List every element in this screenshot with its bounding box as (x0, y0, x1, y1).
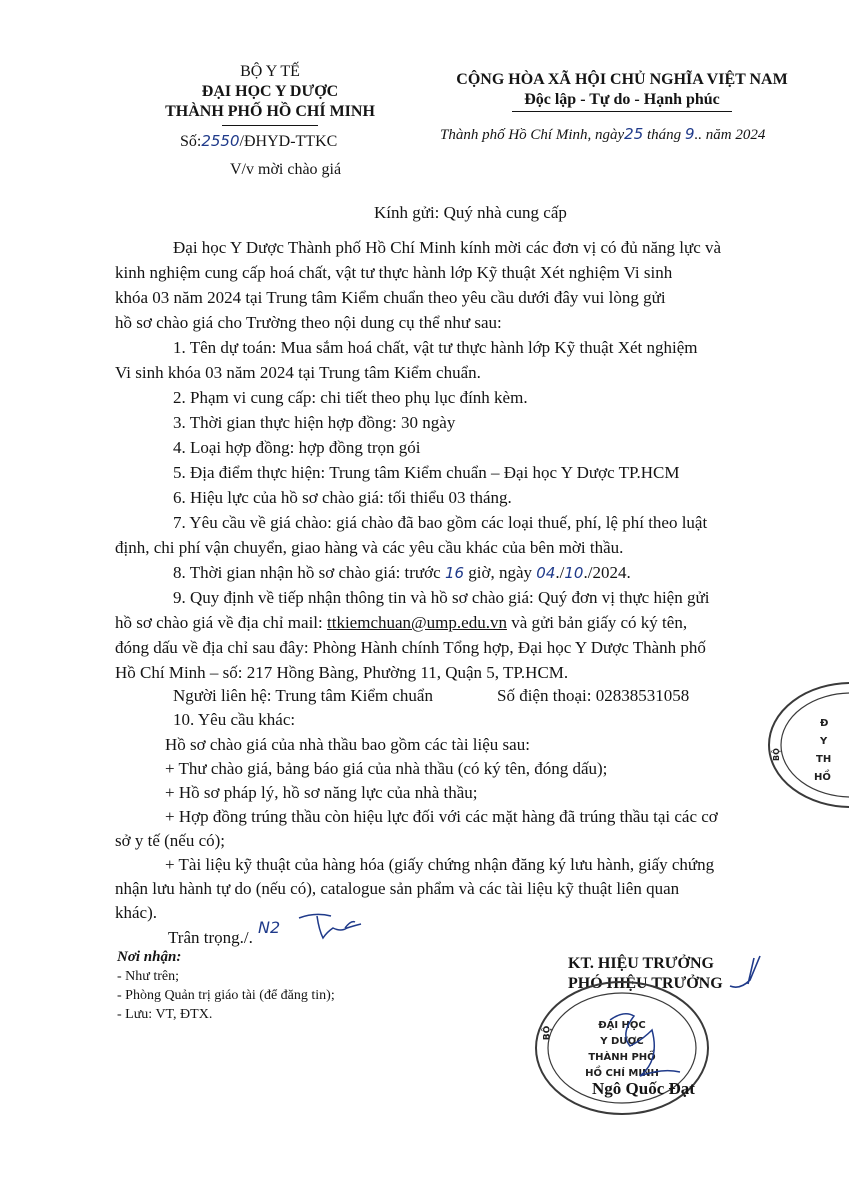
seal-line-3: THÀNH PHỐ (588, 1052, 656, 1063)
side-seal-ring-text: BỘ (771, 748, 781, 761)
item-1-line-a: 1. Tên dự toán: Mua sắm hoá chất, vật tư thực hành lớp Kỹ thuật Xét nghiệm (173, 338, 698, 357)
underline-left (222, 125, 318, 126)
recipients-title: Nơi nhận: (117, 949, 182, 965)
intro-line-1: Đại học Y Dược Thành phố Hồ Chí Minh kính mời các đơn vị có đủ năng lực và (173, 238, 722, 257)
bullet-3-line-b: sở y tế (nếu có); (115, 831, 226, 850)
contact-phone: Số điện thoại: 02838531058 (497, 686, 690, 705)
intro-line-3: khóa 03 năm 2024 tại Trung tâm Kiểm chuẩn theo yêu cầu dưới đây vui lòng gửi (115, 288, 666, 307)
seal-line-4: HỒ CHÍ MINH (585, 1068, 659, 1079)
intro-line-4: hồ sơ chào giá cho Trường theo nội dung cụ thể như sau: (115, 313, 502, 332)
university-name: ĐẠI HỌC Y DƯỢC (201, 83, 339, 100)
bullet-4-line-a: + Tài liệu kỹ thuật của hàng hóa (giấy chứng nhận đăng ký lưu hành, giấy chứng (165, 855, 715, 874)
handwritten-number: 2550 (201, 132, 240, 150)
item-3: 3. Thời gian thực hiện hợp đồng: 30 ngày (173, 413, 456, 432)
signature-scribble (600, 950, 780, 1090)
underline-right (512, 111, 732, 112)
side-seal-line-3: TH (816, 754, 832, 765)
signature-role-1: KT. HIỆU TRƯỞNG (568, 955, 714, 972)
side-seal-ring-icon (766, 680, 849, 810)
item-9-line-b: hồ sơ chào giá về địa chỉ mail: ttkiemchuan@ump.edu.vn và gửi bản giấy có ký tên, (115, 613, 688, 632)
recipient-item-3: - Lưu: VT, ĐTX. (117, 1007, 213, 1022)
side-seal-line-4: HỒ (814, 772, 831, 783)
seal-line-2: Y DƯỢC (600, 1036, 644, 1047)
signature-role-2: PHÓ HIỆU TRƯỞNG (568, 975, 723, 992)
intro-line-2: kinh nghiệm cung cấp hoá chất, vật tư thực hành lớp Kỹ thuật Xét nghiệm Vi sinh (115, 263, 673, 282)
motto: Độc lập - Tự do - Hạnh phúc (524, 91, 720, 108)
closing: Trân trọng./. (168, 928, 253, 947)
item-9-line-a: 9. Quy định về tiếp nhận thông tin và hồ sơ chào giá: Quý đơn vị thực hiện gửi (173, 588, 710, 607)
university-city: THÀNH PHỐ HỒ CHÍ MINH (165, 103, 375, 120)
bullet-4-line-b: nhận lưu hành tự do (nếu có), catalogue sản phẩm và các tài liệu kỹ thuật liên quan (115, 879, 680, 898)
seal-ring-text: BỘ (542, 1025, 553, 1041)
item-7-line-a: 7. Yêu cầu về giá chào: giá chào đã bao gồm các loại thuế, phí, lệ phí theo luật (173, 513, 708, 532)
handwritten-deadline-day: 04 (536, 564, 556, 582)
nation-name: CỘNG HÒA XÃ HỘI CHỦ NGHĨA VIỆT NAM (456, 71, 788, 88)
subject-line: V/v mời chào giá (230, 161, 342, 178)
bullet-1: + Thư chào giá, bảng báo giá của nhà thầu (có ký tên, đóng dấu); (165, 759, 608, 778)
seal-line-1: ĐẠI HỌC (598, 1020, 646, 1031)
item-9-line-d: Hồ Chí Minh – số: 217 Hồng Bàng, Phường 11, Quận 5, TP.HCM. (115, 663, 569, 682)
item-6: 6. Hiệu lực của hồ sơ chào giá: tối thiểu 03 tháng. (173, 488, 512, 507)
closing-initials: N2 (258, 918, 281, 937)
item-2: 2. Phạm vi cung cấp: chi tiết theo phụ lục đính kèm. (173, 388, 528, 407)
side-seal (766, 680, 849, 810)
item-1-line-b: Vi sinh khóa 03 năm 2024 tại Trung tâm Kiểm chuẩn. (115, 363, 481, 382)
handwritten-deadline-month: 10 (564, 564, 584, 582)
bullet-4-line-c: khác). (115, 903, 158, 922)
item-10-intro: Hồ sơ chào giá của nhà thầu bao gồm các tài liệu sau: (165, 735, 530, 754)
item-10: 10. Yêu cầu khác: (173, 710, 296, 729)
document-number: Số:2550/ĐHYD-TTKC (180, 132, 338, 150)
item-8: 8. Thời gian nhận hồ sơ chào giá: trước 16 giờ, ngày 04./10./2024. (173, 563, 631, 582)
item-9-line-c: đóng dấu về địa chỉ sau đây: Phòng Hành chính Tổng hợp, Đại học Y Dược Thành phố (115, 638, 706, 657)
ministry-name: BỘ Y TẾ (240, 63, 300, 80)
signer-name: Ngô Quốc Đạt (592, 1079, 695, 1098)
item-5: 5. Địa điểm thực hiện: Trung tâm Kiểm chuẩn – Đại học Y Dược TP.HCM (173, 463, 680, 482)
contact-person: Người liên hệ: Trung tâm Kiểm chuẩn (173, 686, 433, 705)
email-link[interactable]: ttkiemchuan@ump.edu.vn (327, 613, 507, 632)
item-4: 4. Loại hợp đồng: hợp đồng trọn gói (173, 438, 421, 457)
recipient-item-1: - Như trên; (117, 969, 180, 984)
initial-scribble (295, 908, 375, 944)
side-seal-line-2: Y (820, 736, 828, 747)
recipient-line: Kính gửi: Quý nhà cung cấp (374, 203, 567, 222)
item-7-line-b: định, chi phí vận chuyển, giao hàng và các yêu cầu khác của bên mời thầu. (115, 538, 624, 557)
handwritten-hour: 16 (444, 564, 465, 582)
handwritten-day: 25 (624, 125, 644, 143)
side-seal-line-1: Đ (820, 718, 829, 729)
bullet-3-line-a: + Hợp đồng trúng thầu còn hiệu lực đối với các mặt hàng đã trúng thầu tại các cơ (165, 807, 718, 826)
handwritten-month: 9 (684, 125, 695, 143)
header-right (432, 70, 812, 110)
recipient-item-2: - Phòng Quản trị giáo tài (để đăng tin); (117, 988, 335, 1003)
header-left (140, 62, 400, 122)
bullet-2: + Hồ sơ pháp lý, hồ sơ năng lực của nhà thầu; (165, 783, 478, 802)
date-line: Thành phố Hồ Chí Minh, ngày25 tháng 9.. năm 2024 (440, 125, 766, 143)
